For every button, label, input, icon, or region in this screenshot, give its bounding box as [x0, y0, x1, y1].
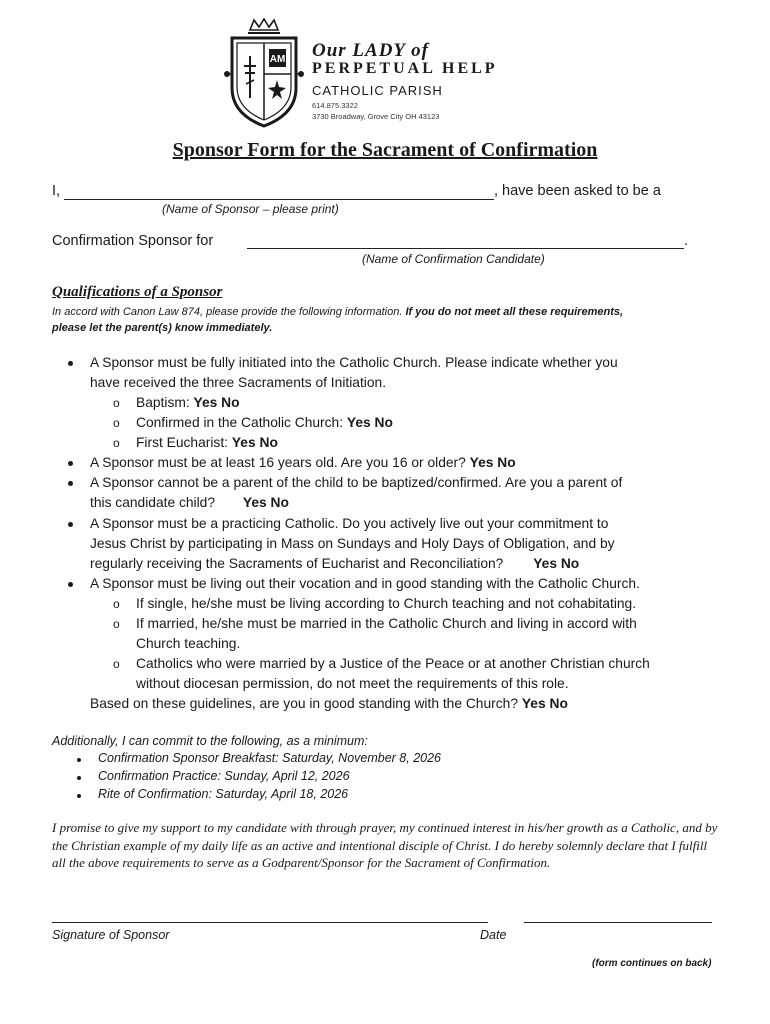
promise-statement: I promise to give my support to my candidate with through prayer, my continued interest in his/her growth as a Catholic, and by the Christian example of my daily life as an active and intentional disciple of Christ. I do hereby solemnly declare that I fulfill all the above requirements to serve as a Godparent/Sponsor for the Sacrament of Confirmation. [52, 820, 718, 870]
parish-phone: 614.875.3322 [312, 101, 358, 110]
sub-justice-cont: without diocesan permission, do not meet the requirements of this role. [136, 676, 569, 691]
parent-yes-option[interactable]: Yes [242, 495, 267, 510]
bullet-dot [68, 361, 73, 366]
date-field[interactable] [524, 922, 712, 923]
practicing-yes-option[interactable]: Yes [533, 556, 557, 571]
qualifications-intro: In accord with Canon Law 874, please provide the following information. If you do not meet all these requirements, please let the parent(s) know immediately. [52, 306, 624, 334]
sub-married: If married, he/she must be married in the Catholic Church and living in accord with [136, 616, 637, 631]
requirement-vocation: A Sponsor must be living out their vocation and in good standing with the Catholic Church. [90, 576, 640, 591]
candidate-line-prefix: Confirmation Sponsor for [52, 233, 214, 249]
baptism-no-option[interactable]: No [221, 395, 240, 410]
bullet-dot [68, 461, 73, 466]
standing-no-option[interactable]: No [549, 696, 568, 711]
bullet-dot [68, 582, 73, 587]
standing-yes-option[interactable]: Yes [521, 696, 546, 711]
baptism-yes-option[interactable]: Yes [193, 395, 218, 410]
parent-no-option[interactable]: No [270, 495, 289, 510]
confirmed-yes-option[interactable]: Yes [346, 415, 371, 430]
requirement-not-parent: A Sponsor cannot be a parent of the child to be baptized/confirmed. Are you a parent of [90, 475, 623, 490]
sub-single: If single, he/she must be living according to Church teaching and not cohabitating. [136, 596, 637, 611]
requirement-initiated-cont: have received the three Sacraments of Initiation. [90, 375, 387, 390]
event-practice: Confirmation Practice: Sunday, April 12, 2026 [98, 769, 350, 783]
sub-justice: Catholics who were married by a Justice of the Peace or at another Christian church [136, 656, 650, 671]
requirement-practicing-cont: Jesus Christ by participating in Mass on Sundays and Holy Days of Obligation, and by [90, 536, 615, 551]
sponsor-line-suffix: , have been asked to be a [494, 183, 661, 199]
sponsor-line-prefix: I, [52, 183, 61, 199]
bullet-dot [68, 481, 73, 486]
parish-crest-logo [218, 18, 310, 128]
additional-heading: Additionally, I can commit to the following, as a minimum: [52, 734, 368, 748]
date-label: Date [480, 928, 507, 942]
requirement-initiated: A Sponsor must be fully initiated into the Catholic Church. Please indicate whether you [90, 355, 618, 370]
brand-line-2: PERPETUAL HELP [312, 60, 498, 77]
sub-confirmed: Confirmed in the Catholic Church: Yes No [136, 415, 393, 430]
candidate-line-suffix: . [684, 233, 689, 249]
sub-eucharist: First Eucharist: Yes No [136, 435, 278, 450]
eucharist-yes-option[interactable]: Yes [231, 435, 256, 450]
sponsor-name-field[interactable] [64, 199, 494, 200]
parish-address: 3730 Broadway, Grove City OH 43123 [312, 112, 440, 121]
sub-married-cont: Church teaching. [136, 636, 241, 651]
confirmed-no-option[interactable]: No [374, 415, 393, 430]
age-yes-option[interactable]: Yes [469, 455, 494, 470]
sponsor-name-caption: (Name of Sponsor – please print) [162, 202, 339, 216]
candidate-name-caption: (Name of Confirmation Candidate) [362, 252, 545, 266]
bullet-dot [68, 522, 73, 527]
event-rite: Rite of Confirmation: Saturday, April 18, 2026 [98, 787, 349, 801]
sponsor-signature-field[interactable] [52, 922, 488, 923]
event-breakfast: Confirmation Sponsor Breakfast: Saturday, November 8, 2026 [98, 751, 441, 765]
qualifications-heading: Qualifications of a Sponsor [52, 284, 223, 300]
brand-line-1: Our LADY of [312, 40, 429, 61]
requirement-practicing: A Sponsor must be a practicing Catholic. Do you actively live out your commitment to [90, 516, 609, 531]
practicing-no-option[interactable]: No [560, 556, 580, 571]
requirement-age: A Sponsor must be at least 16 years old. Are you 16 or older? Yes No [90, 455, 516, 470]
page-title: Sponsor Form for the Sacrament of Confirmation [172, 139, 598, 161]
continues-note: (form continues on back) [592, 958, 712, 969]
brand-line-3: CATHOLIC PARISH [312, 83, 443, 98]
svg-text:AM: AM [269, 54, 286, 65]
requirement-not-parent-cont: this candidate child? Yes No [90, 495, 289, 510]
requirement-practicing-cont2: regularly receiving the Sacraments of Eucharist and Reconciliation? Yes No [90, 556, 580, 571]
sub-baptism: Baptism: Yes No [136, 395, 240, 410]
candidate-name-field[interactable] [247, 248, 684, 249]
standing-question: Based on these guidelines, are you in good standing with the Church? Yes No [90, 696, 568, 711]
signature-label: Signature of Sponsor [52, 928, 170, 942]
eucharist-no-option[interactable]: No [259, 435, 278, 450]
age-no-option[interactable]: No [497, 455, 516, 470]
